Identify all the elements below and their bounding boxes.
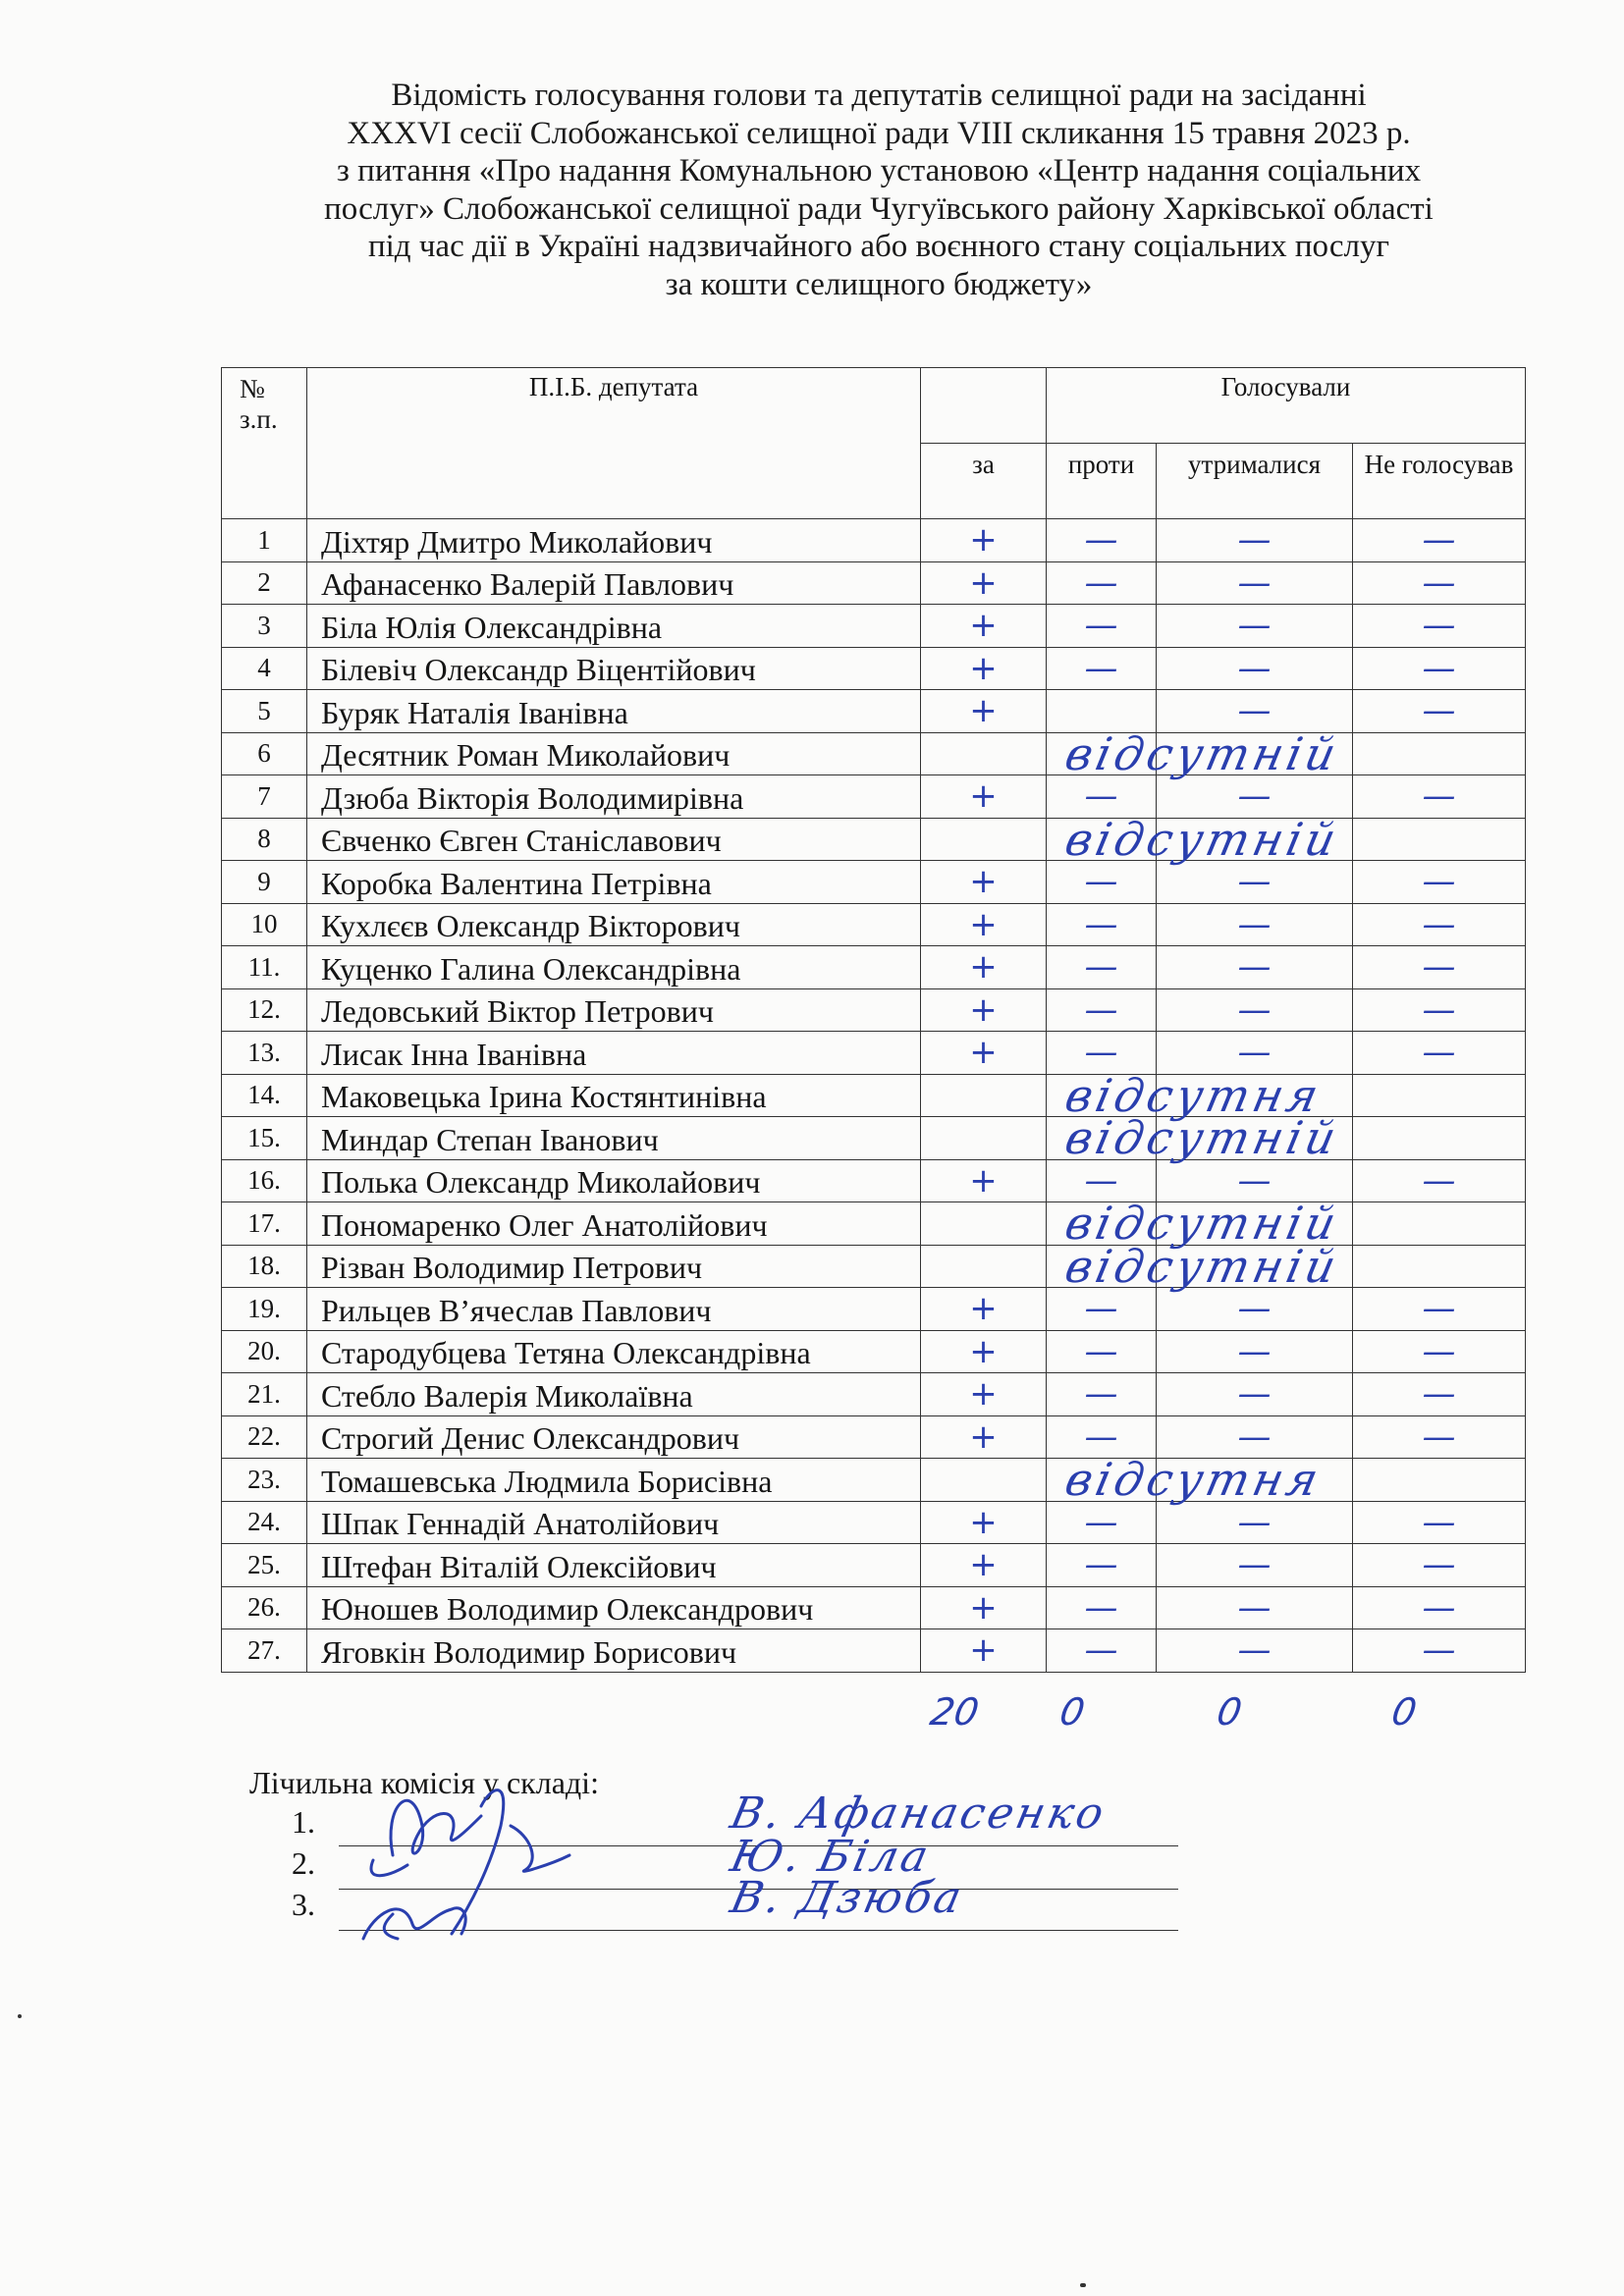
row-number: 21.	[222, 1373, 307, 1416]
vote-not-voted-cell: —	[1353, 1288, 1526, 1331]
title-line: за кошти селищного бюджету»	[665, 266, 1093, 302]
row-number: 24.	[222, 1501, 307, 1544]
table-row	[222, 647, 1526, 690]
vote-not-voted-cell: —	[1353, 1586, 1526, 1629]
absent-note: відсутня	[1060, 1453, 1327, 1506]
row-number: 15.	[222, 1117, 307, 1160]
title-line: XXXVI сесії Слобожанської селищної ради VIII скликання 15 травня 2023 р.	[347, 115, 1411, 151]
row-number: 16.	[222, 1159, 307, 1202]
header-number: № з.п.	[222, 368, 307, 519]
vote-for-cell	[921, 1202, 1047, 1246]
vote-abstained-cell: —	[1157, 1544, 1353, 1587]
vote-not-voted-cell	[1353, 1459, 1526, 1502]
row-number: 1	[222, 519, 307, 562]
header-name: П.І.Б. депутата	[307, 368, 921, 519]
vote-abstained-cell: —	[1157, 861, 1353, 904]
row-number: 20.	[222, 1330, 307, 1373]
row-number: 5	[222, 690, 307, 733]
vote-for-cell	[921, 1459, 1047, 1502]
vote-not-voted-cell: —	[1353, 1415, 1526, 1459]
vote-abstained-cell: —	[1157, 690, 1353, 733]
deputy-name: Ледовський Віктор Петрович	[307, 988, 921, 1032]
header-voted: Голосували	[1047, 368, 1526, 444]
vote-for-cell: +	[921, 647, 1047, 690]
row-number: 9	[222, 861, 307, 904]
vote-against-cell	[1047, 1197, 1345, 1250]
table-row	[222, 1330, 1526, 1373]
vote-not-voted-cell: —	[1353, 1629, 1526, 1673]
vote-not-voted-cell	[1353, 1074, 1526, 1117]
deputy-name: Штефан Віталій Олексійович	[307, 1544, 921, 1587]
row-number: 14.	[222, 1074, 307, 1117]
vote-for-cell: +	[921, 1032, 1047, 1075]
table-row	[222, 1117, 1526, 1160]
deputy-name: Томашевська Людмила Борисівна	[307, 1459, 921, 1502]
deputy-name: Рильцев В’ячеслав Павлович	[307, 1288, 921, 1331]
table-row	[222, 1629, 1526, 1673]
vote-for-cell: +	[921, 1586, 1047, 1629]
vote-against-cell	[1047, 690, 1157, 733]
table-row	[222, 1544, 1526, 1587]
vote-not-voted-cell: —	[1353, 1330, 1526, 1373]
vote-not-voted-cell: —	[1353, 988, 1526, 1032]
deputy-name: Шпак Геннадій Анатолійович	[307, 1501, 921, 1544]
vote-for-cell: +	[921, 1544, 1047, 1587]
vote-against-cell	[1047, 812, 1345, 866]
totals-row	[0, 1690, 1624, 1739]
total-for: 20	[927, 1690, 983, 1734]
vote-for-cell: +	[921, 1373, 1047, 1416]
header-abstained: утрималися	[1157, 444, 1353, 519]
deputy-name: Білевіч Олександр Віцентійович	[307, 647, 921, 690]
vote-not-voted-cell: —	[1353, 1159, 1526, 1202]
deputy-name: Діхтяр Дмитро Миколайович	[307, 519, 921, 562]
commission-member-name: В. Дзюба	[726, 1873, 969, 1923]
deputy-name: Дзюба Вікторія Володимирівна	[307, 775, 921, 819]
absent-note: відсутній	[1060, 1111, 1345, 1164]
table-row	[222, 519, 1526, 562]
vote-not-voted-cell: —	[1353, 605, 1526, 648]
absent-note: відсутній	[1060, 812, 1345, 866]
vote-abstained-cell: —	[1157, 1501, 1353, 1544]
deputy-name: Різван Володимир Петрович	[307, 1245, 921, 1288]
row-number: 26.	[222, 1586, 307, 1629]
vote-for-cell: +	[921, 561, 1047, 605]
commission-member-number: 1.	[292, 1804, 315, 1840]
table-row	[222, 732, 1526, 775]
vote-not-voted-cell: —	[1353, 903, 1526, 946]
table-row	[222, 861, 1526, 904]
vote-abstained-cell: —	[1157, 561, 1353, 605]
vote-for-cell: +	[921, 903, 1047, 946]
vote-abstained-cell: —	[1157, 903, 1353, 946]
deputy-name: Лисак Інна Іванівна	[307, 1032, 921, 1075]
vote-for-cell	[921, 1074, 1047, 1117]
table-row	[222, 1032, 1526, 1075]
deputy-name: Юношев Володимир Олександрович	[307, 1586, 921, 1629]
absent-note: відсутній	[1060, 1239, 1345, 1293]
vote-against-cell: —	[1047, 1159, 1157, 1202]
vote-not-voted-cell: —	[1353, 647, 1526, 690]
table-row	[222, 818, 1526, 861]
vote-for-cell: +	[921, 519, 1047, 562]
vote-not-voted-cell: —	[1353, 775, 1526, 819]
deputy-name: Стародубцева Тетяна Олександрівна	[307, 1330, 921, 1373]
total-abstained: 0	[1214, 1690, 1246, 1734]
vote-against-cell: —	[1047, 1330, 1157, 1373]
header-blank	[921, 368, 1047, 444]
table-row	[222, 1501, 1526, 1544]
row-number: 27.	[222, 1629, 307, 1673]
deputy-name: Десятник Роман Миколайович	[307, 732, 921, 775]
vote-against-cell: —	[1047, 988, 1157, 1032]
vote-against-cell	[1047, 726, 1345, 780]
deputy-name: Яговкін Володимир Борисович	[307, 1629, 921, 1673]
title-line: послуг» Слобожанської селищної ради Чугуївського району Харківської області	[324, 190, 1434, 227]
table-row	[222, 775, 1526, 819]
absent-note: відсутня	[1060, 1068, 1327, 1122]
vote-against-cell: —	[1047, 775, 1157, 819]
voting-rows	[222, 519, 1526, 1673]
row-number: 4	[222, 647, 307, 690]
commission-member-number: 2.	[292, 1845, 315, 1881]
vote-against-cell: —	[1047, 1586, 1157, 1629]
vote-against-cell: —	[1047, 1032, 1157, 1075]
vote-for-cell: +	[921, 861, 1047, 904]
deputy-name: Строгий Денис Олександрович	[307, 1415, 921, 1459]
table-row	[222, 1373, 1526, 1416]
vote-for-cell: +	[921, 1159, 1047, 1202]
table-row	[222, 605, 1526, 648]
table-row	[222, 1415, 1526, 1459]
deputy-name: Євченко Євген Станіславович	[307, 818, 921, 861]
row-number: 18.	[222, 1245, 307, 1288]
title-line: Відомість голосування голови та депутатів селищної ради на засіданні	[391, 78, 1367, 113]
vote-abstained-cell: —	[1157, 519, 1353, 562]
vote-for-cell	[921, 1245, 1047, 1288]
table-row	[222, 1245, 1526, 1288]
table-row	[222, 1202, 1526, 1246]
voting-table	[221, 367, 1526, 1673]
document-title	[226, 77, 1532, 303]
vote-abstained-cell: —	[1157, 1373, 1353, 1416]
vote-not-voted-cell: —	[1353, 1373, 1526, 1416]
vote-abstained-cell: —	[1157, 1629, 1353, 1673]
vote-against-cell: —	[1047, 1544, 1157, 1587]
vote-abstained-cell: —	[1157, 1330, 1353, 1373]
scan-speck	[18, 2014, 22, 2018]
row-number: 12.	[222, 988, 307, 1032]
scan-speck	[1080, 2283, 1086, 2287]
vote-against-cell: —	[1047, 861, 1157, 904]
vote-against-cell: —	[1047, 1288, 1157, 1331]
deputy-name: Маковецька Ірина Костянтинівна	[307, 1074, 921, 1117]
vote-for-cell: +	[921, 1629, 1047, 1673]
vote-against-cell: —	[1047, 903, 1157, 946]
vote-not-voted-cell: —	[1353, 561, 1526, 605]
vote-against-cell	[1047, 1111, 1345, 1164]
vote-for-cell: +	[921, 946, 1047, 989]
absent-note: відсутній	[1060, 726, 1345, 780]
deputy-name: Пономаренко Олег Анатолійович	[307, 1202, 921, 1246]
vote-abstained-cell: —	[1157, 946, 1353, 989]
table-row	[222, 1288, 1526, 1331]
vote-against-cell	[1047, 1453, 1327, 1506]
handwritten-signatures	[353, 1767, 648, 1953]
deputy-name: Афанасенко Валерій Павлович	[307, 561, 921, 605]
absent-note: відсутній	[1060, 1197, 1345, 1250]
total-not-voted: 0	[1388, 1690, 1421, 1734]
deputy-name: Куценко Галина Олександрівна	[307, 946, 921, 989]
table-row	[222, 1074, 1526, 1117]
header-against: проти	[1047, 444, 1157, 519]
vote-against-cell: —	[1047, 946, 1157, 989]
vote-not-voted-cell: —	[1353, 1501, 1526, 1544]
vote-not-voted-cell: —	[1353, 519, 1526, 562]
deputy-name: Полька Олександр Миколайович	[307, 1159, 921, 1202]
row-number: 8	[222, 818, 307, 861]
vote-for-cell: +	[921, 775, 1047, 819]
table-row	[222, 903, 1526, 946]
vote-for-cell: +	[921, 605, 1047, 648]
vote-not-voted-cell: —	[1353, 946, 1526, 989]
vote-against-cell	[1047, 1068, 1327, 1122]
vote-not-voted-cell: —	[1353, 690, 1526, 733]
vote-not-voted-cell	[1353, 1117, 1526, 1160]
vote-abstained-cell: —	[1157, 1159, 1353, 1202]
vote-abstained-cell: —	[1157, 647, 1353, 690]
vote-for-cell	[921, 818, 1047, 861]
vote-for-cell	[921, 1117, 1047, 1160]
commission-label: Лічильна комісія у складі:	[249, 1765, 599, 1800]
row-number: 19.	[222, 1288, 307, 1331]
commission-member-name: В. Афанасенко	[726, 1789, 1111, 1839]
deputy-name: Буряк Наталія Іванівна	[307, 690, 921, 733]
vote-not-voted-cell	[1353, 732, 1526, 775]
row-number: 6	[222, 732, 307, 775]
vote-not-voted-cell	[1353, 1202, 1526, 1246]
row-number: 23.	[222, 1459, 307, 1502]
vote-not-voted-cell	[1353, 1245, 1526, 1288]
row-number: 3	[222, 605, 307, 648]
vote-for-cell: +	[921, 988, 1047, 1032]
vote-against-cell: —	[1047, 1501, 1157, 1544]
table-row	[222, 561, 1526, 605]
table-row	[222, 1459, 1526, 1502]
deputy-name: Біла Юлія Олександрівна	[307, 605, 921, 648]
vote-for-cell: +	[921, 1501, 1047, 1544]
row-number: 13.	[222, 1032, 307, 1075]
vote-not-voted-cell: —	[1353, 1544, 1526, 1587]
vote-for-cell: +	[921, 1415, 1047, 1459]
deputy-name: Коробка Валентина Петрівна	[307, 861, 921, 904]
vote-against-cell: —	[1047, 1629, 1157, 1673]
row-number: 22.	[222, 1415, 307, 1459]
vote-abstained-cell: —	[1157, 605, 1353, 648]
vote-not-voted-cell	[1353, 818, 1526, 861]
vote-abstained-cell: —	[1157, 1032, 1353, 1075]
row-number: 7	[222, 775, 307, 819]
deputy-name: Кухлєєв Олександр Вікторович	[307, 903, 921, 946]
table-row	[222, 1586, 1526, 1629]
title-line: під час дії в Україні надзвичайного або воєнного стану соціальних послуг	[367, 229, 1390, 264]
table-row	[222, 988, 1526, 1032]
row-number: 25.	[222, 1544, 307, 1587]
vote-for-cell	[921, 732, 1047, 775]
header-for: за	[921, 444, 1047, 519]
vote-against-cell: —	[1047, 647, 1157, 690]
vote-abstained-cell: —	[1157, 1288, 1353, 1331]
vote-against-cell: —	[1047, 1373, 1157, 1416]
row-number: 17.	[222, 1202, 307, 1246]
vote-for-cell: +	[921, 690, 1047, 733]
vote-against-cell: —	[1047, 561, 1157, 605]
vote-against-cell	[1047, 1239, 1345, 1293]
vote-for-cell: +	[921, 1330, 1047, 1373]
vote-not-voted-cell: —	[1353, 861, 1526, 904]
table-row	[222, 946, 1526, 989]
vote-against-cell: —	[1047, 605, 1157, 648]
total-against: 0	[1056, 1690, 1089, 1734]
row-number: 11.	[222, 946, 307, 989]
vote-abstained-cell: —	[1157, 1415, 1353, 1459]
vote-against-cell: —	[1047, 1415, 1157, 1459]
vote-abstained-cell: —	[1157, 988, 1353, 1032]
row-number: 10	[222, 903, 307, 946]
table-row	[222, 1159, 1526, 1202]
vote-against-cell: —	[1047, 519, 1157, 562]
deputy-name: Миндар Степан Іванович	[307, 1117, 921, 1160]
header-not-voted: Не голосував	[1353, 444, 1526, 519]
vote-for-cell: +	[921, 1288, 1047, 1331]
table-row	[222, 690, 1526, 733]
vote-abstained-cell: —	[1157, 775, 1353, 819]
row-number: 2	[222, 561, 307, 605]
deputy-name: Стебло Валерія Миколаївна	[307, 1373, 921, 1416]
commission-member-number: 3.	[292, 1887, 315, 1922]
vote-abstained-cell: —	[1157, 1586, 1353, 1629]
commission-member-name: Ю. Біла	[726, 1832, 936, 1882]
vote-not-voted-cell: —	[1353, 1032, 1526, 1075]
title-line: з питання «Про надання Комунальною установою «Центр надання соціальних	[336, 153, 1422, 188]
